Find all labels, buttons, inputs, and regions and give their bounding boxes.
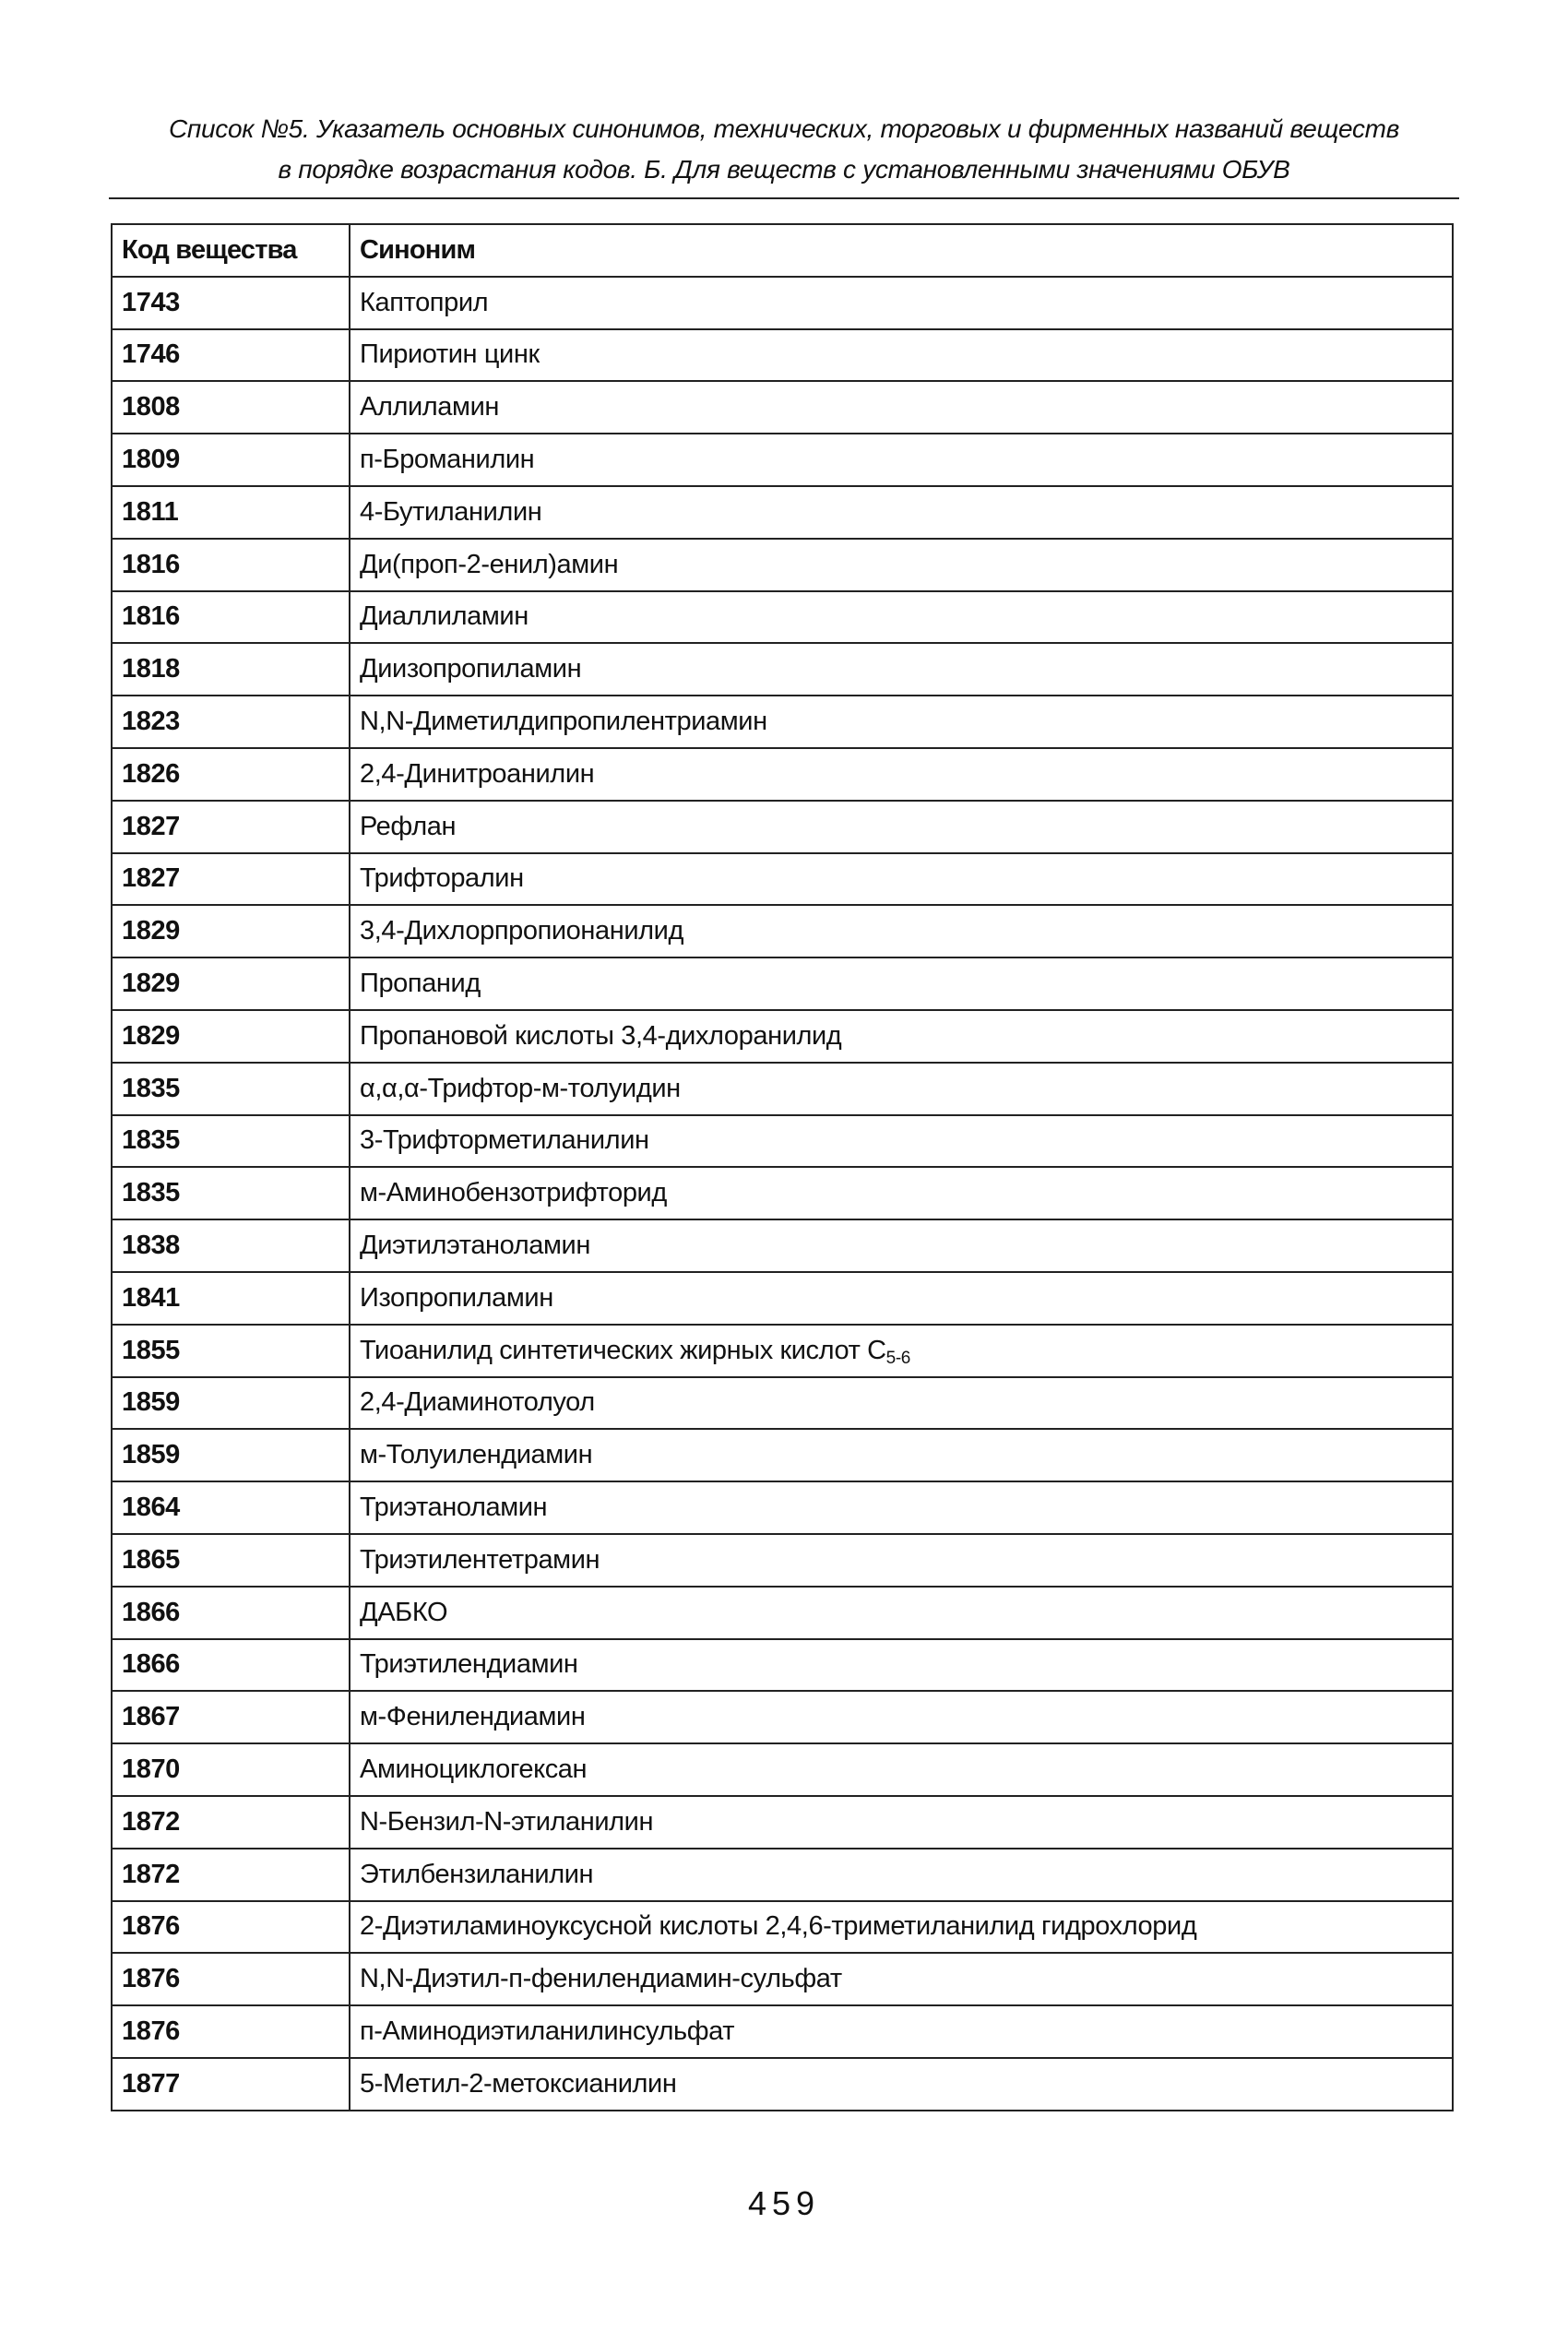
table-row — [112, 1272, 1453, 1325]
synonym-text: N,N-Диметилдипропилентриамин — [360, 707, 767, 737]
table-row — [112, 329, 1453, 382]
substance-code-cell: 1872 — [112, 1849, 350, 1901]
synonym-text: Ди(проп-2-енил)амин — [360, 549, 619, 579]
synonym-text: N,N-Диэтил-п-фенилендиамин-сульфат — [360, 1964, 842, 1994]
synonym-cell — [350, 905, 1453, 957]
substance-code-cell: 1867 — [112, 1691, 350, 1743]
synonym-cell — [350, 1901, 1453, 1954]
substance-code-cell: 1855 — [112, 1325, 350, 1377]
synonym-text: м-Толуилендиамин — [360, 1440, 593, 1470]
synonym-cell — [350, 1534, 1453, 1587]
synonym-text: Триэтилентетрамин — [360, 1544, 600, 1575]
synonym-text: Диаллиламин — [360, 601, 529, 632]
substance-code-cell: 1859 — [112, 1429, 350, 1481]
table-row — [112, 905, 1453, 957]
synonym-text: п-Аминодиэтиланилинсульфат — [360, 2016, 735, 2046]
table-row — [112, 1010, 1453, 1063]
synonym-text: Аминоциклогексан — [360, 1754, 588, 1784]
substance-code-cell: 1872 — [112, 1796, 350, 1849]
substance-code-cell: 1866 — [112, 1639, 350, 1692]
synonym-text: 2-Диэтиламиноуксусной кислоты 2,4,6-триметиланилид гидрохлорид — [360, 1911, 1197, 1942]
synonym-cell — [350, 696, 1453, 748]
table-row — [112, 539, 1453, 591]
substance-code-cell: 1859 — [112, 1377, 350, 1430]
synonym-text: Рефлан — [360, 811, 457, 841]
table-row — [112, 277, 1453, 329]
synonym-cell — [350, 1796, 1453, 1849]
synonym-cell — [350, 329, 1453, 382]
synonym-text: м-Фенилендиамин — [360, 1702, 586, 1732]
substance-code-cell: 1809 — [112, 434, 350, 486]
substance-code-cell: 1838 — [112, 1219, 350, 1272]
synonym-text: Трифторалин — [360, 863, 524, 894]
synonym-text: м-Аминобензотрифторид — [360, 1178, 667, 1208]
table-row — [112, 591, 1453, 644]
synonym-cell — [350, 748, 1453, 801]
table-header-row — [112, 224, 1453, 277]
table-row — [112, 801, 1453, 853]
substance-code-cell: 1743 — [112, 277, 350, 329]
header-line-1: Список №5. Указатель основных синонимов, технических, торговых и фирменных названий веществ — [168, 114, 1400, 143]
table-row — [112, 1796, 1453, 1849]
table-row — [112, 1429, 1453, 1481]
synonym-text: 2,4-Динитроанилин — [360, 758, 595, 789]
synonym-cell — [350, 539, 1453, 591]
synonym-cell — [350, 853, 1453, 906]
synonym-text: 3-Трифторметиланилин — [360, 1125, 649, 1156]
table-row — [112, 748, 1453, 801]
substance-code-cell: 1835 — [112, 1167, 350, 1219]
page-header — [111, 109, 1457, 190]
table-row — [112, 1534, 1453, 1587]
substance-code-cell: 1865 — [112, 1534, 350, 1587]
synonym-cell — [350, 1429, 1453, 1481]
synonym-text: α,α,α-Трифтор-м-толуидин — [360, 1073, 681, 1103]
table-row — [112, 1953, 1453, 2005]
substance-code-cell: 1829 — [112, 905, 350, 957]
synonym-cell — [350, 957, 1453, 1010]
table-row — [112, 643, 1453, 696]
table-row — [112, 2005, 1453, 2058]
substance-code-cell: 1829 — [112, 1010, 350, 1063]
table-row — [112, 1063, 1453, 1115]
header-line-2: в порядке возрастания кодов. Б. Для веществ с установленными значениями ОБУВ — [278, 155, 1290, 184]
table-row — [112, 1743, 1453, 1796]
substance-code-cell: 1818 — [112, 643, 350, 696]
table-row — [112, 1691, 1453, 1743]
header-divider — [109, 197, 1459, 199]
synonym-cell — [350, 381, 1453, 434]
substance-code-cell: 1876 — [112, 2005, 350, 2058]
table-row — [112, 434, 1453, 486]
column-header-synonym: Синоним — [350, 224, 1453, 277]
substance-code-cell: 1835 — [112, 1063, 350, 1115]
table-row — [112, 2058, 1453, 2111]
substance-code-cell: 1866 — [112, 1587, 350, 1639]
synonym-cell — [350, 1691, 1453, 1743]
synonym-text: N-Бензил-N-этиланилин — [360, 1806, 654, 1837]
synonym-text: Триэтаноламин — [360, 1493, 548, 1523]
synonym-cell — [350, 1849, 1453, 1901]
synonym-text: Диэтилэтаноламин — [360, 1231, 590, 1261]
synonym-text: 4-Бутиланилин — [360, 496, 542, 527]
substance-code-cell: 1876 — [112, 1901, 350, 1954]
table-row — [112, 381, 1453, 434]
synonym-cell — [350, 1167, 1453, 1219]
table-row — [112, 1639, 1453, 1692]
synonym-cell — [350, 801, 1453, 853]
substance-code-cell: 1827 — [112, 853, 350, 906]
synonym-text: Триэтилендиамин — [360, 1649, 578, 1680]
synonym-cell — [350, 1377, 1453, 1430]
table-row — [112, 957, 1453, 1010]
synonym-cell — [350, 643, 1453, 696]
substance-code-cell: 1826 — [112, 748, 350, 801]
synonym-text: 3,4-Дихлорпропионанилид — [360, 916, 684, 946]
table-row — [112, 1587, 1453, 1639]
table-row — [112, 1115, 1453, 1168]
table-row — [112, 696, 1453, 748]
synonym-cell — [350, 1115, 1453, 1168]
table-row — [112, 1377, 1453, 1430]
substance-code-cell: 1808 — [112, 381, 350, 434]
synonym-cell — [350, 277, 1453, 329]
table-row — [112, 486, 1453, 539]
synonym-text: ДАБКО — [360, 1597, 448, 1627]
synonym-text: Диизопропиламин — [360, 654, 582, 684]
synonym-cell — [350, 2005, 1453, 2058]
synonym-text: п-Броманилин — [360, 445, 535, 475]
synonym-text: 5-Метил-2-метоксианилин — [360, 2068, 677, 2099]
synonym-cell — [350, 1743, 1453, 1796]
substance-code-cell: 1823 — [112, 696, 350, 748]
synonym-text: Аллиламин — [360, 392, 499, 422]
synonym-cell — [350, 1639, 1453, 1692]
substance-code-cell: 1835 — [112, 1115, 350, 1168]
table-row — [112, 1849, 1453, 1901]
synonym-text: 2,4-Диаминотолуол — [360, 1387, 595, 1418]
synonym-text: Тиоанилид синтетических жирных кислот C — [360, 1335, 886, 1365]
substance-code-cell: 1746 — [112, 329, 350, 382]
synonym-text: Изопропиламин — [360, 1282, 553, 1313]
substance-code-cell: 1811 — [112, 486, 350, 539]
synonym-cell — [350, 2058, 1453, 2111]
table-body — [112, 277, 1453, 2111]
table-row — [112, 1901, 1453, 1954]
table-row — [112, 1219, 1453, 1272]
synonym-cell — [350, 1063, 1453, 1115]
substance-code-cell: 1877 — [112, 2058, 350, 2111]
substance-code-cell: 1864 — [112, 1481, 350, 1534]
page-number: 459 — [747, 2184, 821, 2222]
substance-code-cell: 1841 — [112, 1272, 350, 1325]
synonym-text: Пропановой кислоты 3,4-дихлоранилид — [360, 1020, 842, 1051]
synonym-cell — [350, 1481, 1453, 1534]
substance-code-cell: 1876 — [112, 1953, 350, 2005]
synonym-text: Этилбензиланилин — [360, 1859, 594, 1889]
synonym-cell — [350, 1272, 1453, 1325]
synonym-cell — [350, 1219, 1453, 1272]
synonym-cell — [350, 591, 1453, 644]
synonym-cell — [350, 1010, 1453, 1063]
substance-code-cell: 1829 — [112, 957, 350, 1010]
synonym-cell — [350, 434, 1453, 486]
synonym-subscript: 5-6 — [885, 1348, 910, 1368]
table-row — [112, 1167, 1453, 1219]
table-row — [112, 1325, 1453, 1377]
synonym-cell — [350, 1325, 1453, 1377]
table-row — [112, 853, 1453, 906]
synonym-text: Пропанид — [360, 969, 481, 999]
synonym-text: Каптоприл — [360, 287, 489, 317]
table-row — [112, 1481, 1453, 1534]
synonym-text: Пириотин цинк — [360, 339, 540, 370]
synonym-cell — [350, 1587, 1453, 1639]
synonyms-table — [111, 223, 1454, 2111]
substance-code-cell: 1816 — [112, 591, 350, 644]
synonym-cell — [350, 486, 1453, 539]
substance-code-cell: 1870 — [112, 1743, 350, 1796]
substance-code-cell: 1816 — [112, 539, 350, 591]
synonym-cell — [350, 1953, 1453, 2005]
substance-code-cell: 1827 — [112, 801, 350, 853]
column-header-code: Код вещества — [112, 224, 350, 277]
